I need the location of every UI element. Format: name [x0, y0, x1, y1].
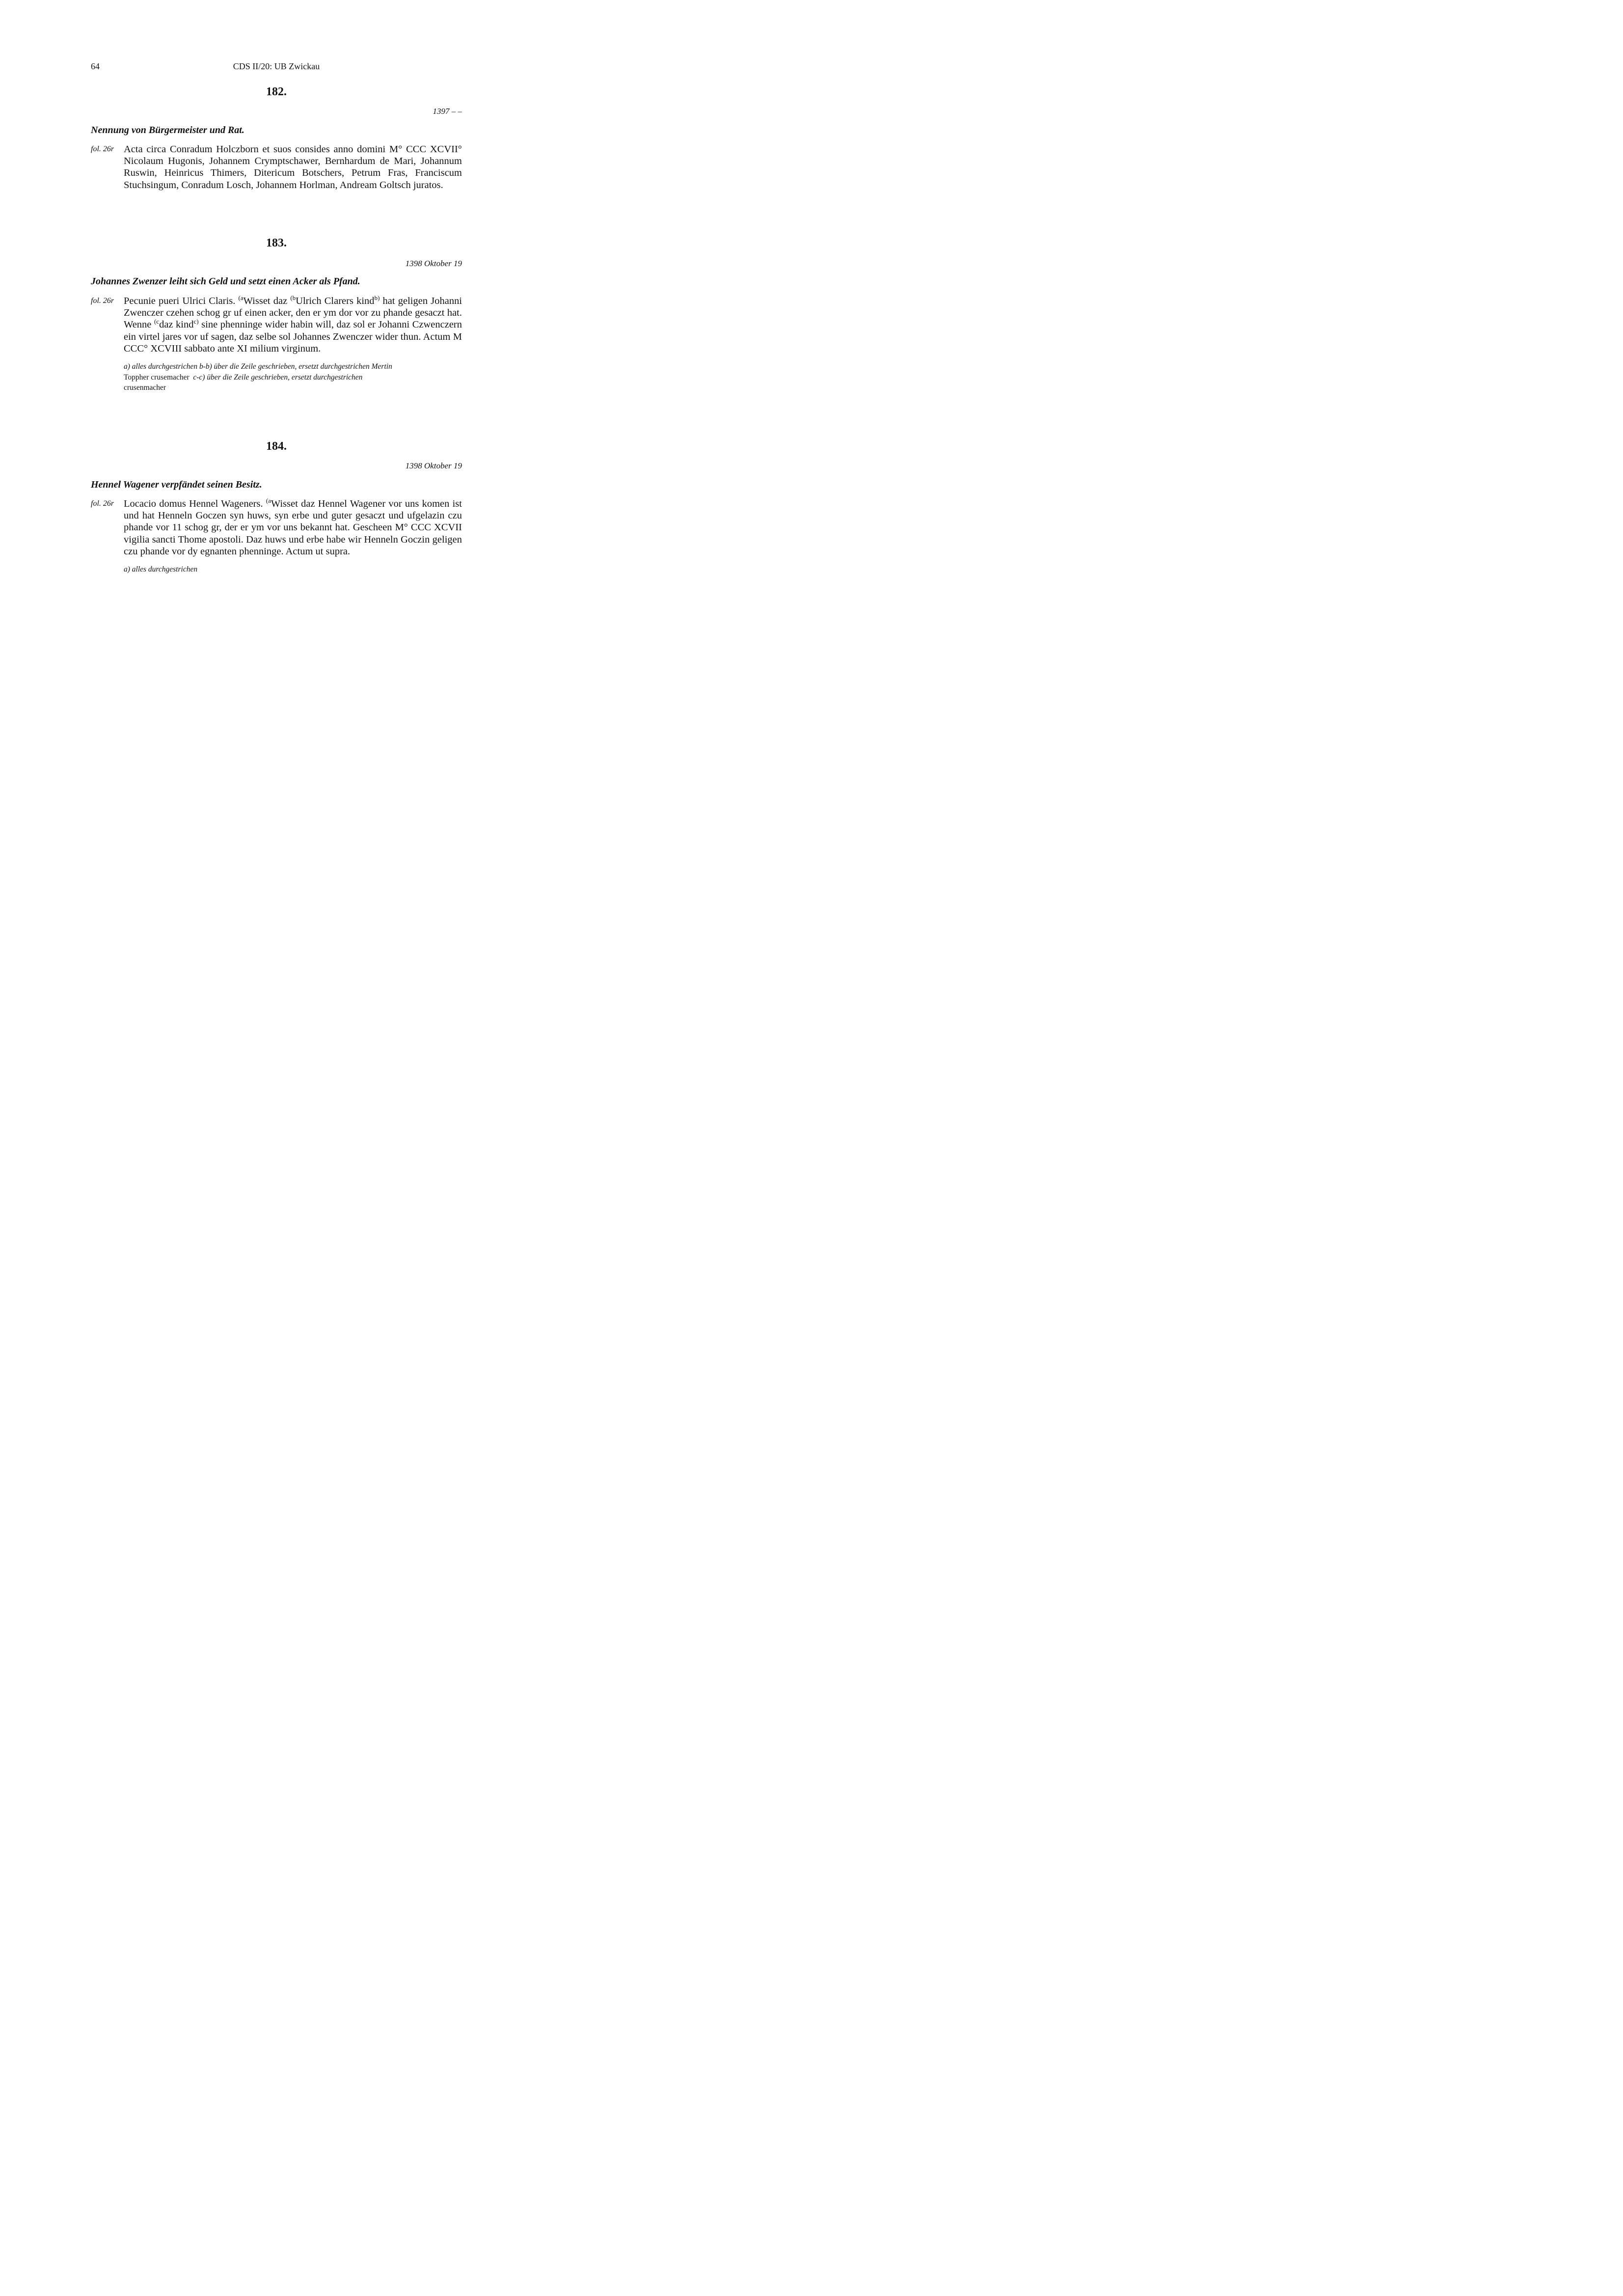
entry-text: Acta circa Conradum Holczborn et suos consides anno domini M° CCC XCVII° Nicolaum Hugonis, Johannem Crymptschawer, Bernhardum de Mari, Johannum Ruswin, Heinricus Thimers, Ditericum Botschers, Petrum Fras, Franciscum Stuchsingum, Conradum Losch, Johannem Horlman, Andream Goltsch juratos. — [124, 144, 462, 191]
entry-body — [91, 143, 462, 191]
text-segment: Pecunie pueri Ulrici Claris. — [124, 296, 239, 306]
critical-apparatus — [124, 361, 462, 393]
entry-heading: Nennung von Bürgermeister und Rat. — [91, 125, 244, 136]
entry-182 — [91, 85, 462, 191]
entry-date: 1398 Oktober 19 — [405, 259, 462, 268]
apparatus-reading: crusenmacher — [124, 383, 166, 392]
apparatus-marker: c) — [193, 318, 199, 326]
entry-number: 183. — [266, 237, 287, 249]
text-segment: Wisset daz Hennel Wagener vor uns komen ist und hat Henneln Goczen syn huws, syn erbe und guter gesaczt und ufgelazin czu phande vor 11 schog gr, der er ym vor uns bekannt hat. Gescheen M° CCC XCVII vigilia sancti Thome apostoli. Daz huws und erbe habe wir Henneln Goczin geligen czu phande vor dy egnanten phenninge. Actum ut supra. — [124, 498, 462, 557]
folio-reference: fol. 26r — [91, 145, 114, 153]
entry-number: 182. — [266, 85, 287, 98]
folio-reference: fol. 26r — [91, 297, 114, 305]
folio-reference: fol. 26r — [91, 499, 114, 508]
entry-184 — [91, 439, 462, 575]
entry-text — [124, 295, 462, 355]
apparatus-reading: Toppher crusemacher — [124, 373, 189, 382]
document-page — [0, 0, 541, 765]
critical-apparatus — [124, 564, 462, 575]
entry-heading: Hennel Wagener verpfändet seinen Besitz. — [91, 479, 262, 490]
entry-body — [91, 295, 462, 355]
entry-date: 1398 Oktober 19 — [405, 461, 462, 470]
entry-date: 1397 – – — [433, 107, 462, 116]
entry-183 — [91, 236, 462, 393]
apparatus-note — [124, 372, 462, 383]
running-header — [91, 61, 462, 72]
text-segment: Wisset daz — [243, 296, 291, 306]
apparatus-marker: (b — [290, 294, 296, 302]
text-segment: Locacio domus Hennel Wageners. — [124, 498, 266, 509]
entry-number: 184. — [266, 440, 287, 453]
page-number: 64 — [91, 61, 100, 71]
series-title: CDS II/20: UB Zwickau — [233, 61, 320, 71]
apparatus-note: a) alles durchgestrichen b-b) über die Zeile geschrieben, ersetzt durchgestrichen Mertin — [124, 362, 392, 371]
apparatus-note-text: c-c) über die Zeile geschrieben, ersetzt durchgestrichen — [193, 373, 363, 382]
text-segment: hat geligen Johanni Zwenczer czehen schog gr uf einen acker, den er ym dor vor zu phande gesaczt hat. Wenne — [124, 296, 462, 330]
entry-heading: Johannes Zwenzer leiht sich Geld und setzt einen Acker als Pfand. — [91, 276, 360, 287]
entry-body — [91, 498, 462, 557]
text-segment: sine phenninge wider habin will, daz sol er Johanni Czwenczern ein virtel jares vor uf sagen, daz selbe sol Johannes Zwenczer wider thun. Actum M CCC° XCVIII sabbato ante XI milium virginum. — [124, 319, 462, 354]
apparatus-note: a) alles durchgestrichen — [124, 565, 198, 574]
apparatus-marker: (c — [154, 318, 160, 326]
text-segment: daz kind — [159, 319, 194, 330]
entry-text — [124, 498, 462, 557]
apparatus-marker: (a — [266, 497, 271, 505]
text-segment: Ulrich Clarers kind — [296, 296, 375, 306]
apparatus-marker: (a — [238, 294, 243, 302]
apparatus-marker: b) — [374, 294, 380, 302]
